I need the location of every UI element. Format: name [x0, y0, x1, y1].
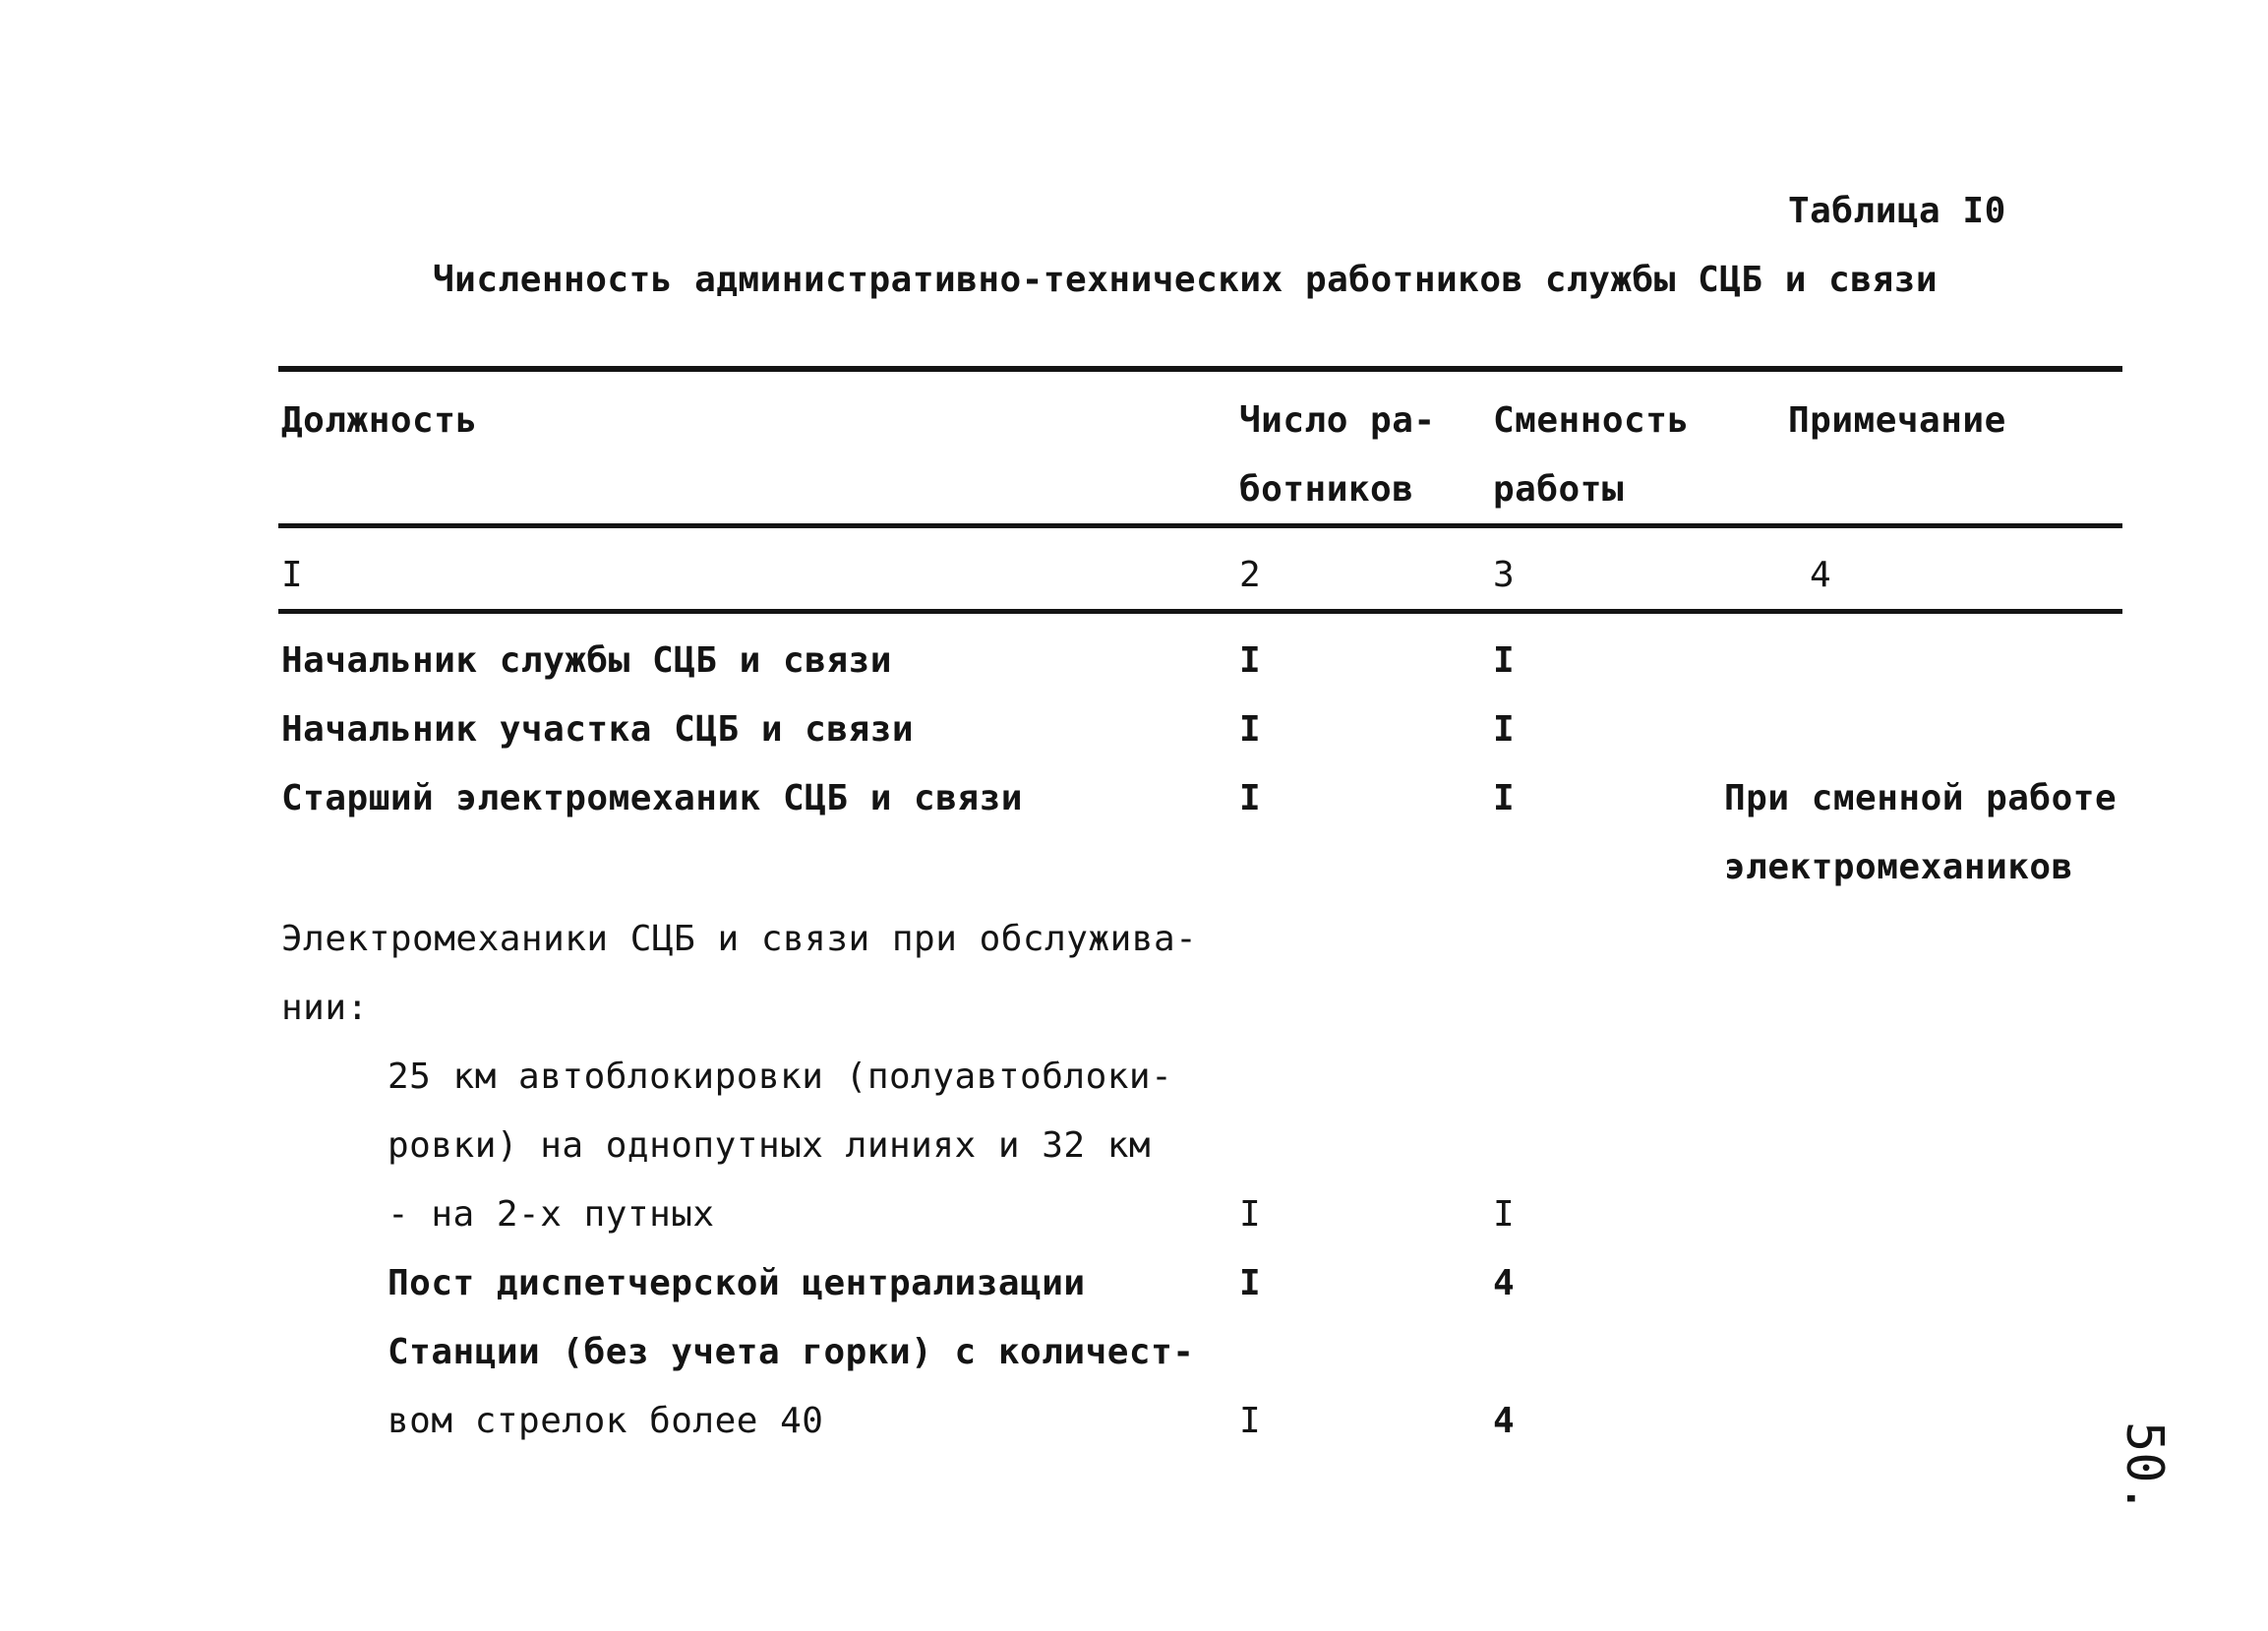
row-2-position: Начальник участка СЦБ и связи — [281, 709, 915, 750]
item-3-line1: Станции (без учета горки) с количест- — [388, 1332, 1195, 1372]
row-3-count: I — [1239, 778, 1262, 818]
header-count-line2: ботников — [1239, 469, 1414, 510]
header-note: Примечание — [1788, 400, 2006, 441]
row-3-shift: I — [1493, 778, 1516, 818]
item-2-line1: Пост диспетчерской централизации — [388, 1263, 1086, 1303]
table-title: Численность административно-технических работников службы СЦБ и связи — [433, 260, 1938, 300]
header-rule — [278, 523, 2122, 528]
column-number-2: 2 — [1239, 555, 1262, 595]
header-shift-line1: Сменность — [1493, 400, 1690, 441]
item-3-shift: 4 — [1493, 1401, 1516, 1441]
header-count-line1: Число ра- — [1239, 400, 1436, 441]
group-heading-line2: нии: — [281, 988, 369, 1028]
item-2-shift: 4 — [1493, 1263, 1516, 1303]
item-1-shift: I — [1493, 1194, 1516, 1235]
item-2-count: I — [1239, 1263, 1262, 1303]
row-3-note-line2: электромехаников — [1724, 847, 2073, 887]
row-3-note-line1: При сменной работе — [1724, 778, 2118, 818]
page-number: 50. — [2115, 1421, 2174, 1514]
column-number-3: 3 — [1493, 555, 1516, 595]
row-1-shift: I — [1493, 640, 1516, 681]
row-2-count: I — [1239, 709, 1262, 750]
row-1-position: Начальник службы СЦБ и связи — [281, 640, 892, 681]
item-1-line3: - на 2-х путных — [388, 1194, 715, 1235]
header-shift-line2: работы — [1493, 469, 1625, 510]
item-3-count: I — [1239, 1401, 1262, 1441]
column-number-1: I — [281, 555, 304, 595]
row-2-shift: I — [1493, 709, 1516, 750]
item-1-count: I — [1239, 1194, 1262, 1235]
row-1-count: I — [1239, 640, 1262, 681]
item-3-line2: вом стрелок более 40 — [388, 1401, 824, 1441]
numbers-rule — [278, 609, 2122, 614]
item-1-line1: 25 км автоблокировки (полуавтоблоки- — [388, 1057, 1173, 1097]
group-heading-line1: Электромеханики СЦБ и связи при обслужива- — [281, 919, 1198, 959]
row-3-position: Старший электромеханик СЦБ и связи — [281, 778, 1023, 818]
item-1-line2: ровки) на однопутных линиях и 32 км — [388, 1125, 1152, 1166]
header-position: Должность — [281, 400, 478, 441]
table-label: Таблица I0 — [1788, 191, 2006, 231]
column-number-4: 4 — [1810, 555, 1832, 595]
top-rule — [278, 366, 2122, 372]
